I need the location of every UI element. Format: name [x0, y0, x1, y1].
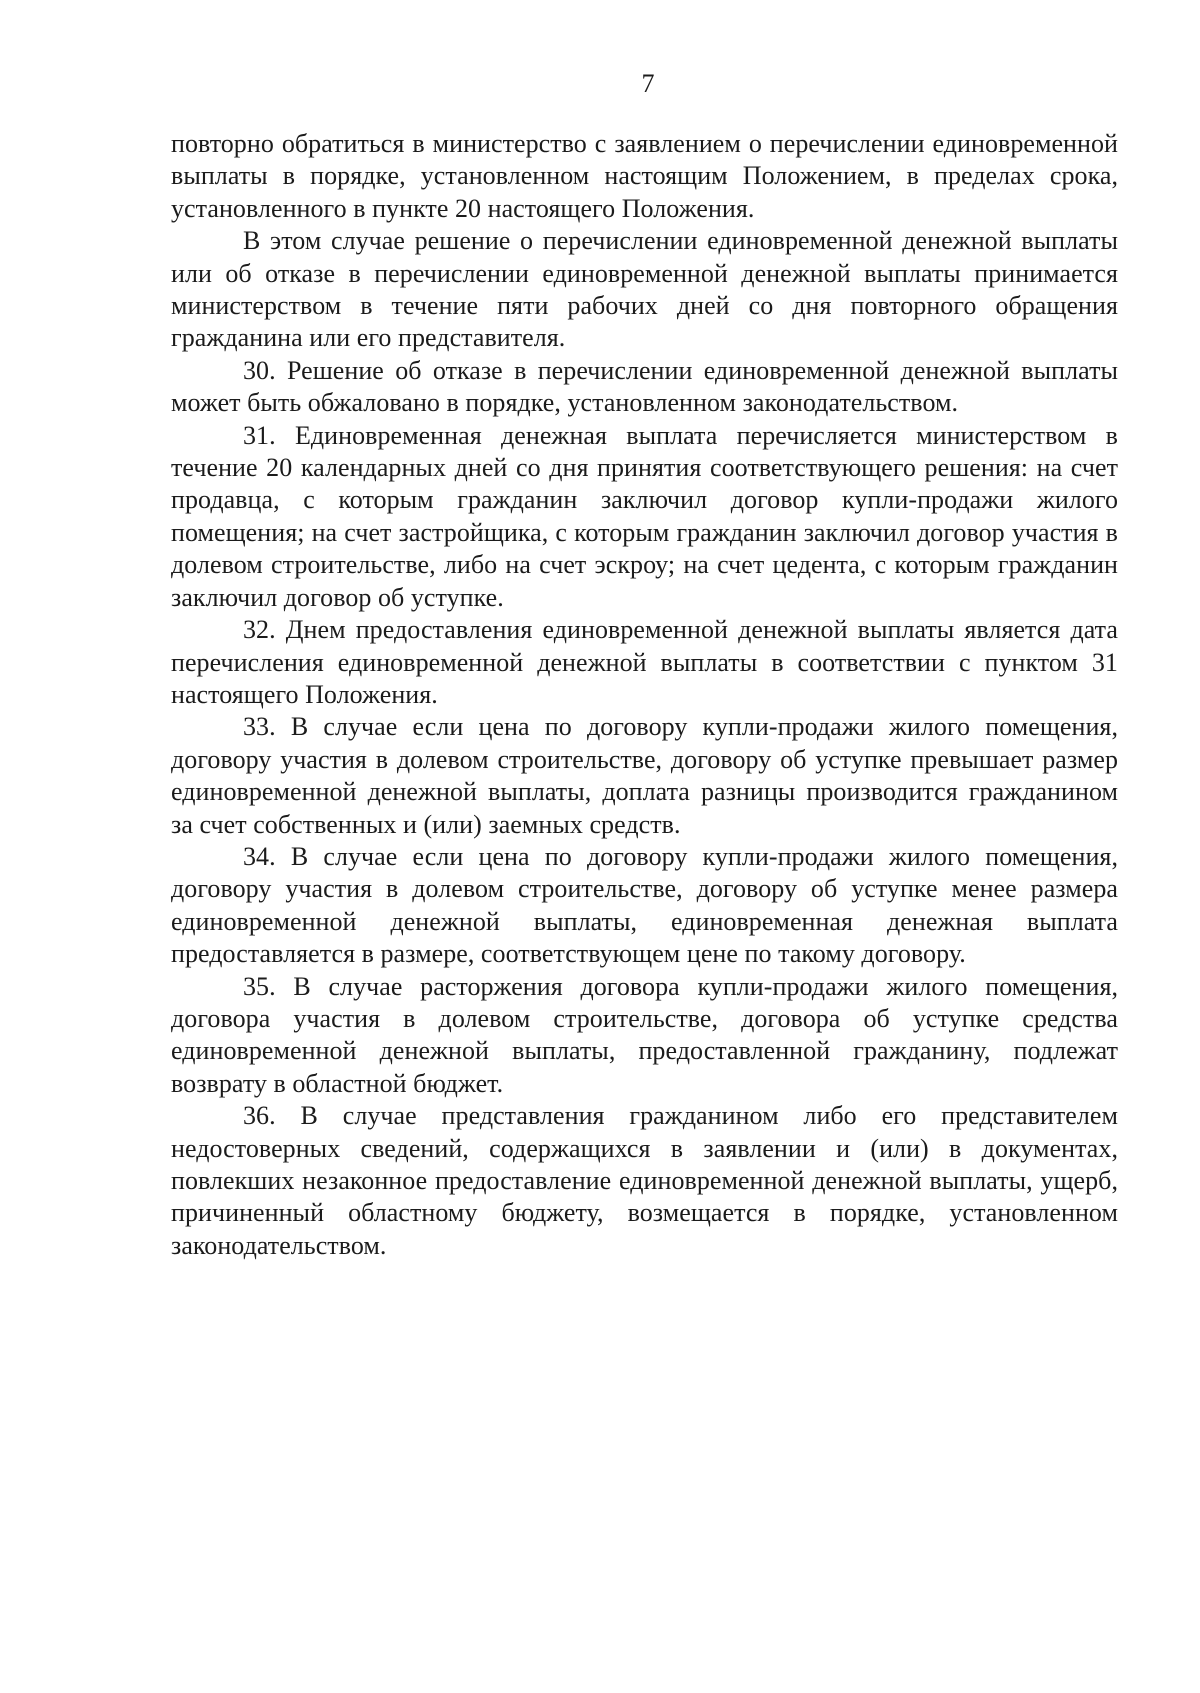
- paragraph-item-33: 33. В случае если цена по договору купли-продажи жилого помещения, договору участия в долевом строительстве, договору об уступке превышает размер единовременной денежной выплаты, доплата разницы производится гражданином за счет собственных и (или) заемных средств.: [171, 712, 1118, 839]
- paragraph-continuation: повторно обратиться в министерство с заявлением о перечислении единовременной выплаты в порядке, установленном настоящим Положением, в пределах срока, установленного в пункте 20 настоящего Положения.: [171, 129, 1118, 223]
- paragraph-item-34: 34. В случае если цена по договору купли-продажи жилого помещения, договору участия в долевом строительстве, договору об уступке менее размера единовременной денежной выплаты, единовременная денежная выплата предоставляется в размере, соответствующем цене по такому договору.: [171, 841, 1118, 969]
- document-body: [171, 128, 1118, 1262]
- paragraph-item-31: 31. Единовременная денежная выплата перечисляется министерством в течение 20 календарных дней со дня принятия соответствующего решения: на счет продавца, с которым гражданин заключил договор купли-продажи жилого помещения; на счет застройщика, с которым гражданин заключил договор участия в долевом строительстве, либо на счет эскроу; на счет цедента, с которым гражданин заключил договор об уступке.: [171, 420, 1118, 612]
- paragraph-item-32: 32. Днем предоставления единовременной денежной выплаты является дата перечисления единовременной денежной выплаты в соответствии с пунктом 31 настоящего Положения.: [171, 615, 1118, 709]
- paragraph-repeat-request-decision: В этом случае решение о перечислении единовременной денежной выплаты или об отказе в перечислении единовременной денежной выплаты принимается министерством в течение пяти рабочих дней со дня повторного обращения гражданина или его представителя.: [171, 226, 1118, 353]
- paragraph-item-35: 35. В случае расторжения договора купли-продажи жилого помещения, договора участия в долевом строительстве, договора об уступке средства единовременной денежной выплаты, предоставленной гражданину, подлежат возврату в областной бюджет.: [171, 971, 1118, 1098]
- paragraph-item-36: 36. В случае представления гражданином либо его представителем недостоверных сведений, содержащихся в заявлении и (или) в документах, повлекших незаконное предоставление единовременной денежной выплаты, ущерб, причиненный областному бюджету, возмещается в порядке, установленном законодательством.: [171, 1101, 1118, 1260]
- page-number: 7: [641, 69, 655, 98]
- paragraph-item-30: 30. Решение об отказе в перечислении единовременной денежной выплаты может быть обжаловано в порядке, установленном законодательством.: [171, 355, 1118, 418]
